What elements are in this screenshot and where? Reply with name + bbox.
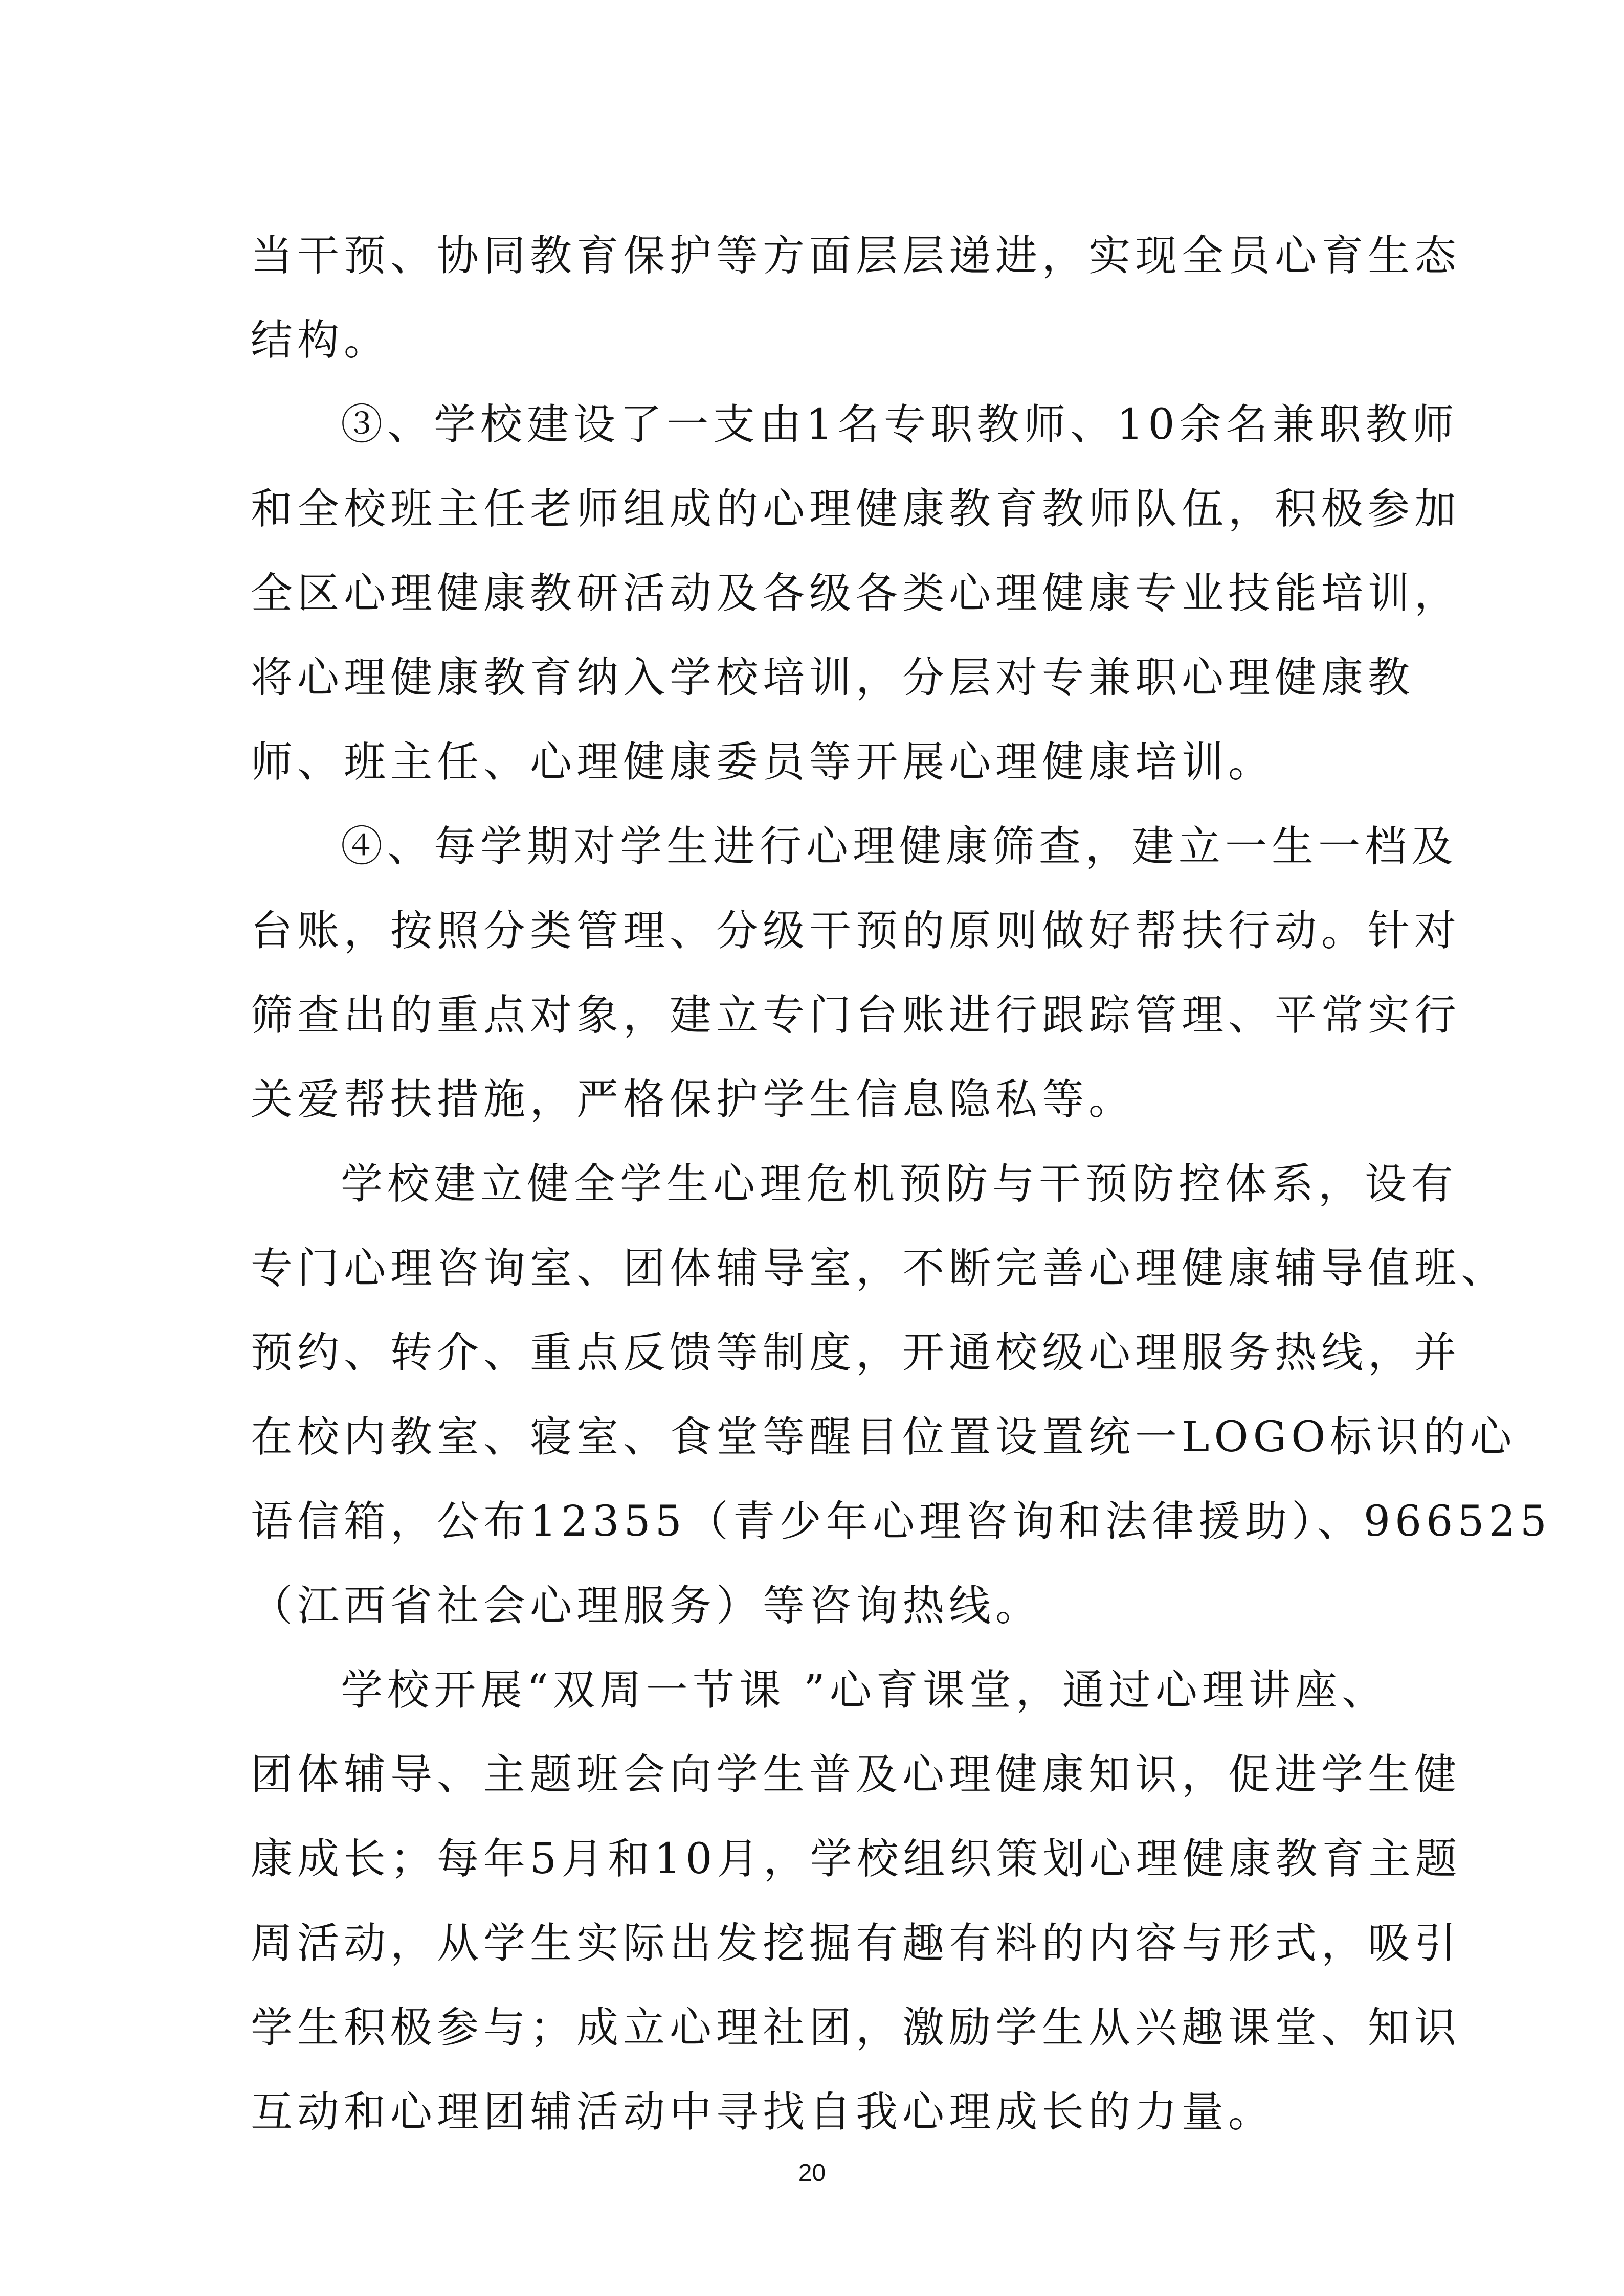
text-line: 当干预、协同教育保护等方面层层递进，实现全员心育生态 (251, 232, 1461, 280)
text-line: 专门心理咨询室、团体辅导室，不断完善心理健康辅导值班、 (251, 1244, 1508, 1293)
text-line: 周活动，从学生实际出发挖掘有趣有料的内容与形式，吸引 (251, 1919, 1461, 1968)
paragraph-start-line: 学校开展“双周一节课 ”心育课堂，通过心理讲座、 (341, 1666, 1388, 1715)
text-line: 全区心理健康教研活动及各级各类心理健康专业技能培训， (251, 569, 1461, 618)
body-text (251, 214, 1551, 2154)
text-line: 筛查出的重点对象，建立专门台账进行跟踪管理、平常实行 (251, 991, 1461, 1040)
text-line: 互动和心理团辅活动中寻找自我心理成长的力量。 (251, 2088, 1275, 2136)
text-line: 语信箱，公布12355（青少年心理咨询和法律援助）、966525 (251, 1497, 1551, 1546)
paragraph-start-line: 学校建立健全学生心理危机预防与干预防控体系，设有 (341, 1160, 1458, 1208)
text-line: 和全校班主任老师组成的心理健康教育教师队伍，积极参加 (251, 485, 1461, 533)
text-line: 关爱帮扶措施，严格保护学生信息隐私等。 (251, 1075, 1136, 1124)
text-line: 学生积极参与；成立心理社团，激励学生从兴趣课堂、知识 (251, 2004, 1461, 2052)
text-line: 康成长；每年5月和10月，学校组织策划心理健康教育主题 (251, 1835, 1462, 1883)
paragraph-start-line: ④、每学期对学生进行心理健康筛查，建立一生一档及 (341, 822, 1458, 871)
text-line: 台账，按照分类管理、分级干预的原则做好帮扶行动。针对 (251, 907, 1461, 955)
paragraph-start-line: ③、学校建设了一支由1名专职教师、10余名兼职教师 (341, 400, 1459, 449)
page-number: 20 (798, 2159, 826, 2187)
text-line: 师、班主任、心理健康委员等开展心理健康培训。 (251, 738, 1275, 786)
text-line: 将心理健康教育纳入学校培训，分层对专兼职心理健康教 (251, 654, 1415, 702)
text-line: （江西省社会心理服务）等咨询热线。 (251, 1582, 1042, 1630)
text-line: 结构。 (251, 316, 391, 365)
text-line: 预约、转介、重点反馈等制度，开通校级心理服务热线，并 (251, 1329, 1461, 1377)
text-line: 团体辅导、主题班会向学生普及心理健康知识，促进学生健 (251, 1750, 1461, 1799)
text-line: 在校内教室、寝室、食堂等醒目位置设置统一LOGO标识的心 (251, 1413, 1517, 1461)
